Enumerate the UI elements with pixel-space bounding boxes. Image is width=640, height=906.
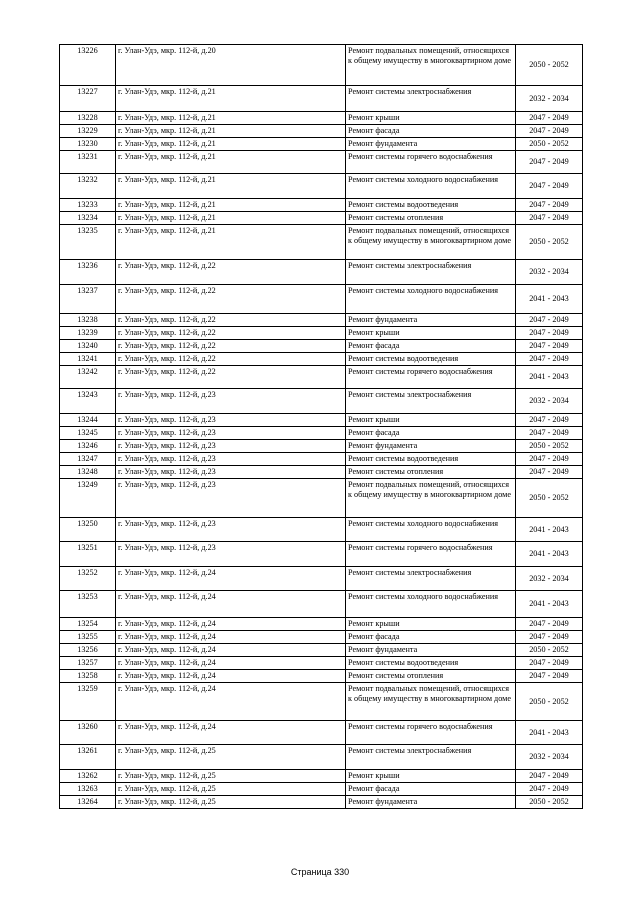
table-row — [60, 479, 583, 518]
table-row — [60, 112, 583, 125]
address-cell: г. Улан-Удэ, мкр. 112-й, д.22 — [116, 327, 346, 340]
work-type-cell: Ремонт крыши — [346, 770, 516, 783]
work-type-cell: Ремонт системы горячего водоснабжения — [346, 151, 516, 174]
work-type-cell: Ремонт системы водоотведения — [346, 353, 516, 366]
address-cell: г. Улан-Удэ, мкр. 112-й, д.21 — [116, 86, 346, 112]
address-cell: г. Улан-Удэ, мкр. 112-й, д.22 — [116, 366, 346, 389]
address-cell: г. Улан-Удэ, мкр. 112-й, д.21 — [116, 125, 346, 138]
address-cell: г. Улан-Удэ, мкр. 112-й, д.23 — [116, 427, 346, 440]
table-row — [60, 644, 583, 657]
period-cell: 2041 - 2043 — [516, 518, 583, 542]
period-cell: 2047 - 2049 — [516, 353, 583, 366]
address-cell: г. Улан-Удэ, мкр. 112-й, д.21 — [116, 112, 346, 125]
table-row — [60, 453, 583, 466]
work-type-cell: Ремонт крыши — [346, 327, 516, 340]
row-number-cell: 13255 — [60, 631, 116, 644]
period-cell: 2032 - 2034 — [516, 86, 583, 112]
address-cell: г. Улан-Удэ, мкр. 112-й, д.21 — [116, 212, 346, 225]
period-cell: 2041 - 2043 — [516, 591, 583, 618]
period-cell: 2047 - 2049 — [516, 327, 583, 340]
address-cell: г. Улан-Удэ, мкр. 112-й, д.22 — [116, 285, 346, 314]
work-type-cell: Ремонт системы водоотведения — [346, 199, 516, 212]
work-type-cell: Ремонт фундамента — [346, 138, 516, 151]
period-cell: 2047 - 2049 — [516, 174, 583, 199]
table-row — [60, 389, 583, 414]
work-type-cell: Ремонт системы электроснабжения — [346, 260, 516, 285]
table-row — [60, 440, 583, 453]
table-row — [60, 783, 583, 796]
address-cell: г. Улан-Удэ, мкр. 112-й, д.24 — [116, 670, 346, 683]
address-cell: г. Улан-Удэ, мкр. 112-й, д.24 — [116, 683, 346, 721]
address-cell: г. Улан-Удэ, мкр. 112-й, д.24 — [116, 567, 346, 591]
row-number-cell: 13235 — [60, 225, 116, 260]
row-number-cell: 13264 — [60, 796, 116, 809]
row-number-cell: 13236 — [60, 260, 116, 285]
work-type-cell: Ремонт фундамента — [346, 796, 516, 809]
address-cell: г. Улан-Удэ, мкр. 112-й, д.23 — [116, 453, 346, 466]
period-cell: 2047 - 2049 — [516, 314, 583, 327]
address-cell: г. Улан-Удэ, мкр. 112-й, д.24 — [116, 657, 346, 670]
work-type-cell: Ремонт подвальных помещений, относящихся к общему имуществу в многоквартирном доме — [346, 45, 516, 86]
row-number-cell: 13242 — [60, 366, 116, 389]
row-number-cell: 13257 — [60, 657, 116, 670]
table-row — [60, 225, 583, 260]
period-cell: 2032 - 2034 — [516, 745, 583, 770]
period-cell: 2047 - 2049 — [516, 199, 583, 212]
work-type-cell: Ремонт фасада — [346, 783, 516, 796]
address-cell: г. Улан-Удэ, мкр. 112-й, д.23 — [116, 440, 346, 453]
work-type-cell: Ремонт крыши — [346, 414, 516, 427]
table-row — [60, 518, 583, 542]
work-type-cell: Ремонт системы горячего водоснабжения — [346, 366, 516, 389]
period-cell: 2047 - 2049 — [516, 770, 583, 783]
table-row — [60, 340, 583, 353]
period-cell: 2041 - 2043 — [516, 285, 583, 314]
row-number-cell: 13229 — [60, 125, 116, 138]
row-number-cell: 13237 — [60, 285, 116, 314]
work-type-cell: Ремонт системы горячего водоснабжения — [346, 721, 516, 745]
table-row — [60, 45, 583, 86]
table-row — [60, 631, 583, 644]
table-row — [60, 327, 583, 340]
table-row — [60, 466, 583, 479]
table-body — [60, 45, 583, 809]
period-cell: 2047 - 2049 — [516, 631, 583, 644]
table-row — [60, 567, 583, 591]
period-cell: 2032 - 2034 — [516, 260, 583, 285]
address-cell: г. Улан-Удэ, мкр. 112-й, д.21 — [116, 174, 346, 199]
period-cell: 2047 - 2049 — [516, 212, 583, 225]
work-type-cell: Ремонт фасада — [346, 427, 516, 440]
work-type-cell: Ремонт подвальных помещений, относящихся к общему имуществу в многоквартирном доме — [346, 225, 516, 260]
period-cell: 2047 - 2049 — [516, 657, 583, 670]
table-row — [60, 670, 583, 683]
address-cell: г. Улан-Удэ, мкр. 112-й, д.20 — [116, 45, 346, 86]
row-number-cell: 13238 — [60, 314, 116, 327]
work-type-cell: Ремонт системы холодного водоснабжения — [346, 285, 516, 314]
work-type-cell: Ремонт системы холодного водоснабжения — [346, 591, 516, 618]
table-row — [60, 414, 583, 427]
period-cell: 2041 - 2043 — [516, 721, 583, 745]
table-row — [60, 151, 583, 174]
period-cell: 2050 - 2052 — [516, 796, 583, 809]
row-number-cell: 13230 — [60, 138, 116, 151]
work-type-cell: Ремонт системы электроснабжения — [346, 86, 516, 112]
page-number: Страница 330 — [290, 867, 350, 877]
table-row — [60, 542, 583, 567]
row-number-cell: 13262 — [60, 770, 116, 783]
address-cell: г. Улан-Удэ, мкр. 112-й, д.24 — [116, 631, 346, 644]
row-number-cell: 13247 — [60, 453, 116, 466]
address-cell: г. Улан-Удэ, мкр. 112-й, д.23 — [116, 389, 346, 414]
work-type-cell: Ремонт системы электроснабжения — [346, 745, 516, 770]
address-cell: г. Улан-Удэ, мкр. 112-й, д.25 — [116, 783, 346, 796]
row-number-cell: 13231 — [60, 151, 116, 174]
table-row — [60, 796, 583, 809]
table-row — [60, 212, 583, 225]
address-cell: г. Улан-Удэ, мкр. 112-й, д.24 — [116, 644, 346, 657]
table-row — [60, 86, 583, 112]
table-row — [60, 683, 583, 721]
row-number-cell: 13252 — [60, 567, 116, 591]
row-number-cell: 13256 — [60, 644, 116, 657]
table-row — [60, 366, 583, 389]
address-cell: г. Улан-Удэ, мкр. 112-й, д.22 — [116, 353, 346, 366]
row-number-cell: 13228 — [60, 112, 116, 125]
work-type-cell: Ремонт подвальных помещений, относящихся к общему имуществу в многоквартирном доме — [346, 683, 516, 721]
table-row — [60, 174, 583, 199]
period-cell: 2032 - 2034 — [516, 567, 583, 591]
table-row — [60, 138, 583, 151]
table-row — [60, 353, 583, 366]
period-cell: 2050 - 2052 — [516, 683, 583, 721]
period-cell: 2047 - 2049 — [516, 112, 583, 125]
work-type-cell: Ремонт системы водоотведения — [346, 453, 516, 466]
address-cell: г. Улан-Удэ, мкр. 112-й, д.23 — [116, 518, 346, 542]
address-cell: г. Улан-Удэ, мкр. 112-й, д.23 — [116, 479, 346, 518]
row-number-cell: 13233 — [60, 199, 116, 212]
period-cell: 2047 - 2049 — [516, 414, 583, 427]
row-number-cell: 13244 — [60, 414, 116, 427]
period-cell: 2047 - 2049 — [516, 151, 583, 174]
row-number-cell: 13227 — [60, 86, 116, 112]
work-type-cell: Ремонт фундамента — [346, 314, 516, 327]
work-type-cell: Ремонт системы холодного водоснабжения — [346, 518, 516, 542]
period-cell: 2047 - 2049 — [516, 340, 583, 353]
address-cell: г. Улан-Удэ, мкр. 112-й, д.22 — [116, 260, 346, 285]
table-row — [60, 125, 583, 138]
table-row — [60, 618, 583, 631]
work-type-cell: Ремонт фундамента — [346, 644, 516, 657]
row-number-cell: 13259 — [60, 683, 116, 721]
period-cell: 2047 - 2049 — [516, 783, 583, 796]
period-cell: 2047 - 2049 — [516, 618, 583, 631]
period-cell: 2050 - 2052 — [516, 644, 583, 657]
address-cell: г. Улан-Удэ, мкр. 112-й, д.23 — [116, 542, 346, 567]
row-number-cell: 13258 — [60, 670, 116, 683]
work-type-cell: Ремонт фасада — [346, 125, 516, 138]
work-type-cell: Ремонт подвальных помещений, относящихся к общему имуществу в многоквартирном доме — [346, 479, 516, 518]
work-type-cell: Ремонт системы электроснабжения — [346, 389, 516, 414]
work-type-cell: Ремонт системы отопления — [346, 212, 516, 225]
period-cell: 2041 - 2043 — [516, 366, 583, 389]
row-number-cell: 13254 — [60, 618, 116, 631]
table-row — [60, 770, 583, 783]
period-cell: 2047 - 2049 — [516, 125, 583, 138]
table-row — [60, 657, 583, 670]
work-type-cell: Ремонт крыши — [346, 618, 516, 631]
address-cell: г. Улан-Удэ, мкр. 112-й, д.22 — [116, 314, 346, 327]
period-cell: 2047 - 2049 — [516, 453, 583, 466]
address-cell: г. Улан-Удэ, мкр. 112-й, д.22 — [116, 340, 346, 353]
address-cell: г. Улан-Удэ, мкр. 112-й, д.24 — [116, 618, 346, 631]
row-number-cell: 13232 — [60, 174, 116, 199]
period-cell: 2050 - 2052 — [516, 225, 583, 260]
work-type-cell: Ремонт системы горячего водоснабжения — [346, 542, 516, 567]
address-cell: г. Улан-Удэ, мкр. 112-й, д.23 — [116, 414, 346, 427]
row-number-cell: 13240 — [60, 340, 116, 353]
period-cell: 2050 - 2052 — [516, 479, 583, 518]
row-number-cell: 13249 — [60, 479, 116, 518]
period-cell: 2050 - 2052 — [516, 45, 583, 86]
table-row — [60, 427, 583, 440]
period-cell: 2050 - 2052 — [516, 440, 583, 453]
row-number-cell: 13234 — [60, 212, 116, 225]
row-number-cell: 13261 — [60, 745, 116, 770]
table-row — [60, 314, 583, 327]
period-cell: 2047 - 2049 — [516, 466, 583, 479]
work-type-cell: Ремонт фундамента — [346, 440, 516, 453]
work-type-cell: Ремонт крыши — [346, 112, 516, 125]
row-number-cell: 13241 — [60, 353, 116, 366]
table-row — [60, 745, 583, 770]
period-cell: 2047 - 2049 — [516, 670, 583, 683]
work-type-cell: Ремонт системы отопления — [346, 466, 516, 479]
work-type-cell: Ремонт фасада — [346, 340, 516, 353]
table-row — [60, 260, 583, 285]
table-row — [60, 721, 583, 745]
address-cell: г. Улан-Удэ, мкр. 112-й, д.21 — [116, 225, 346, 260]
address-cell: г. Улан-Удэ, мкр. 112-й, д.21 — [116, 138, 346, 151]
repair-schedule-table — [59, 44, 583, 809]
address-cell: г. Улан-Удэ, мкр. 112-й, д.25 — [116, 745, 346, 770]
row-number-cell: 13253 — [60, 591, 116, 618]
address-cell: г. Улан-Удэ, мкр. 112-й, д.24 — [116, 591, 346, 618]
address-cell: г. Улан-Удэ, мкр. 112-й, д.25 — [116, 796, 346, 809]
period-cell: 2041 - 2043 — [516, 542, 583, 567]
address-cell: г. Улан-Удэ, мкр. 112-й, д.24 — [116, 721, 346, 745]
row-number-cell: 13263 — [60, 783, 116, 796]
address-cell: г. Улан-Удэ, мкр. 112-й, д.23 — [116, 466, 346, 479]
row-number-cell: 13250 — [60, 518, 116, 542]
work-type-cell: Ремонт системы холодного водоснабжения — [346, 174, 516, 199]
period-cell: 2047 - 2049 — [516, 427, 583, 440]
work-type-cell: Ремонт системы отопления — [346, 670, 516, 683]
table-row — [60, 591, 583, 618]
period-cell: 2050 - 2052 — [516, 138, 583, 151]
address-cell: г. Улан-Удэ, мкр. 112-й, д.21 — [116, 151, 346, 174]
table-row — [60, 199, 583, 212]
row-number-cell: 13260 — [60, 721, 116, 745]
work-type-cell: Ремонт системы электроснабжения — [346, 567, 516, 591]
row-number-cell: 13246 — [60, 440, 116, 453]
row-number-cell: 13248 — [60, 466, 116, 479]
row-number-cell: 13239 — [60, 327, 116, 340]
address-cell: г. Улан-Удэ, мкр. 112-й, д.25 — [116, 770, 346, 783]
period-cell: 2032 - 2034 — [516, 389, 583, 414]
address-cell: г. Улан-Удэ, мкр. 112-й, д.21 — [116, 199, 346, 212]
work-type-cell: Ремонт системы водоотведения — [346, 657, 516, 670]
row-number-cell: 13243 — [60, 389, 116, 414]
work-type-cell: Ремонт фасада — [346, 631, 516, 644]
row-number-cell: 13251 — [60, 542, 116, 567]
table-row — [60, 285, 583, 314]
row-number-cell: 13245 — [60, 427, 116, 440]
row-number-cell: 13226 — [60, 45, 116, 86]
